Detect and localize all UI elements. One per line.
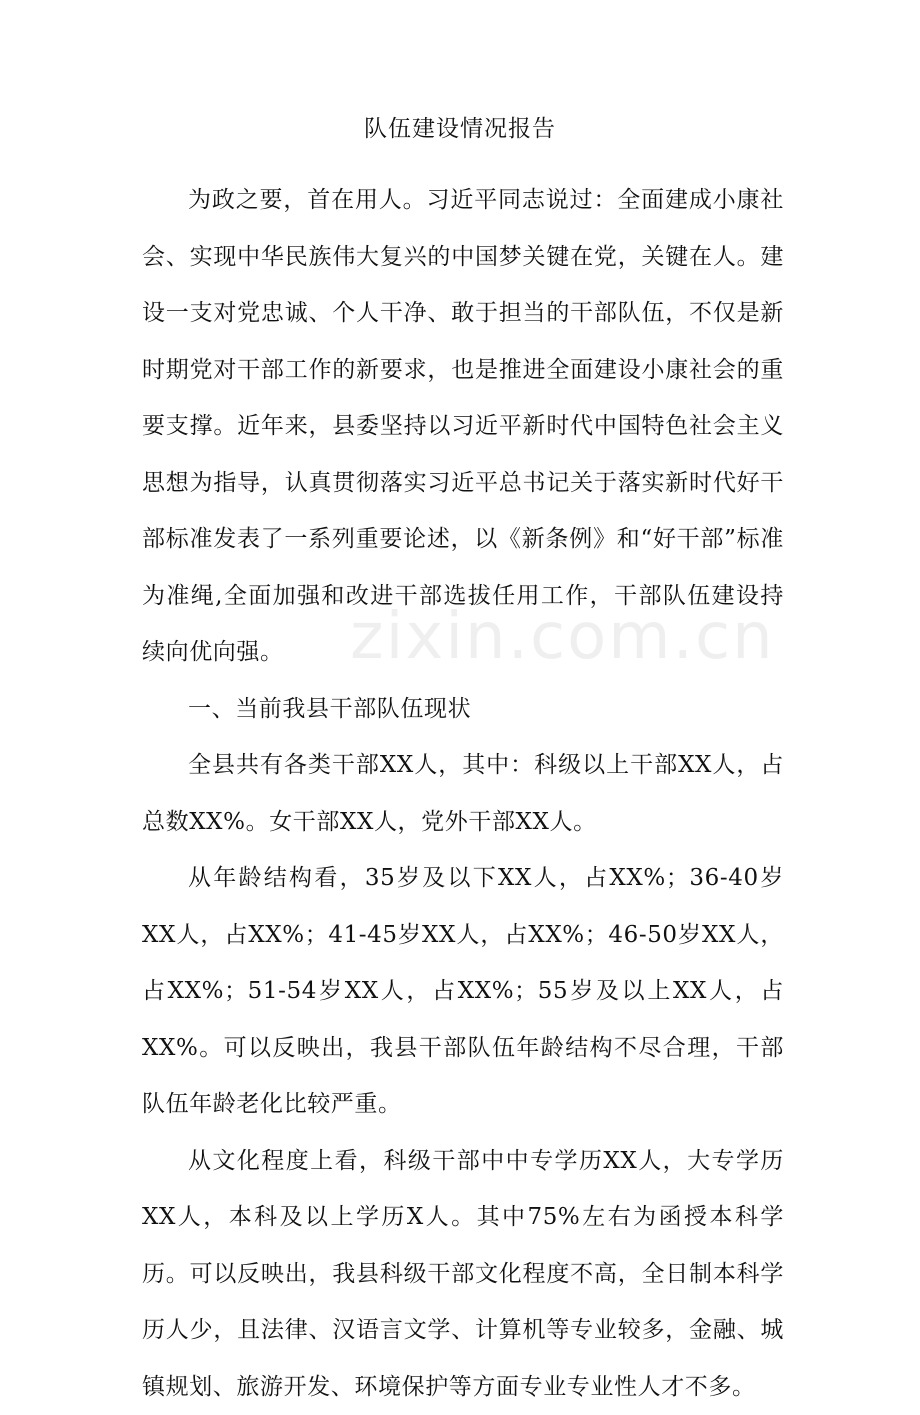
watermark: zixin.com.cn [350, 600, 775, 674]
document-title: 队伍建设情况报告 [0, 112, 920, 146]
paragraph-total-cadres: 全县共有各类干部XX人，其中：科级以上干部XX人，占总数XX%。女干部XX人，党外干部XX人。 [142, 737, 784, 850]
paragraph-age-structure: 从年龄结构看，35岁及以下XX人，占XX%；36-40岁XX人，占XX%；41-45岁XX人，占XX%；46-50岁XX人，占XX%；51-54岁XX人，占XX%；55岁及以上XX人，占XX%。可以反映出，我县干部队伍年龄结构不尽合理，干部队伍年龄老化比较严重。 [142, 850, 784, 1133]
section-heading: 一、当前我县干部队伍现状 [142, 681, 784, 738]
document-body [142, 172, 784, 1415]
paragraph-intro: 为政之要，首在用人。习近平同志说过：全面建成小康社会、实现中华民族伟大复兴的中国梦关键在党，关键在人。建设一支对党忠诚、个人干净、敢于担当的干部队伍，不仅是新时期党对干部工作的新要求，也是推进全面建设小康社会的重要支撑。近年来，县委坚持以习近平新时代中国特色社会主义思想为指导，认真贯彻落实习近平总书记关于落实新时代好干部标准发表了一系列重要论述，以《新条例》和“好干部”标准为准绳,全面加强和改进干部选拔任用工作，干部队伍建设持续向优向强。 [142, 172, 784, 681]
paragraph-education-level: 从文化程度上看，科级干部中中专学历XX人，大专学历XX人，本科及以上学历X人。其中75%左右为函授本科学历。可以反映出，我县科级干部文化程度不高，全日制本科学历人少，且法律、汉语言文学、计算机等专业较多，金融、城镇规划、旅游开发、环境保护等方面专业专业性人才不多。 [142, 1133, 784, 1415]
